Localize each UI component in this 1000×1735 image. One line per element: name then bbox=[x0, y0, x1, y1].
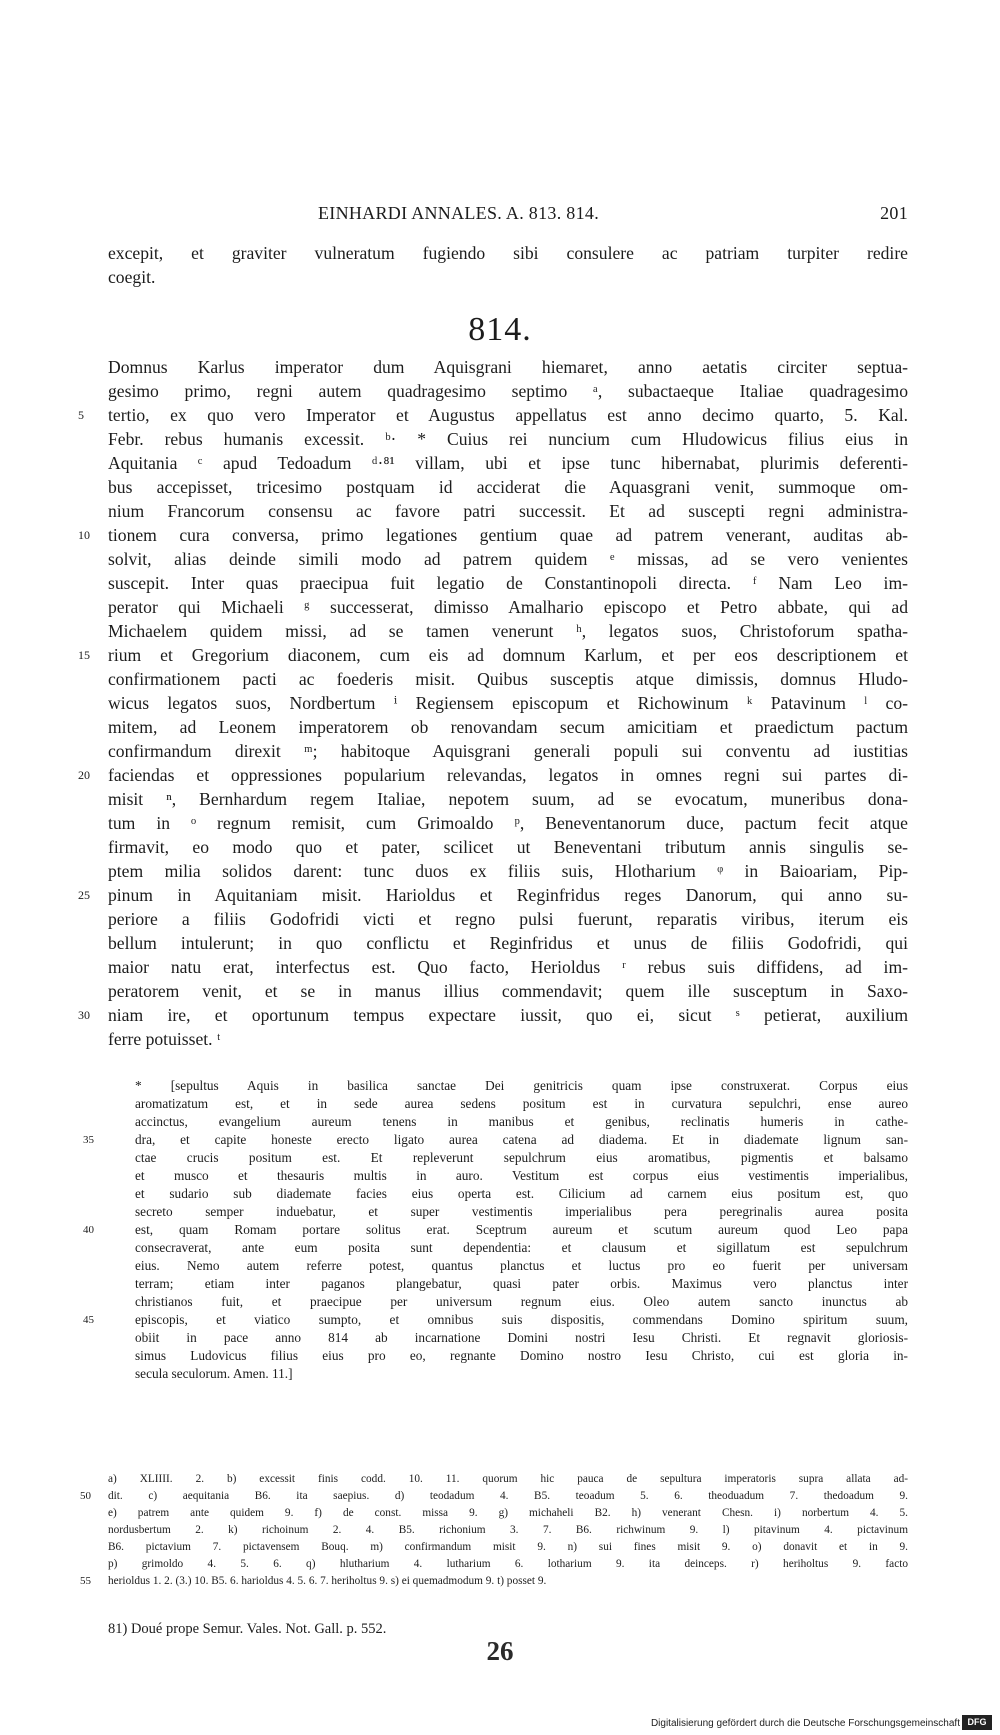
variant-line bbox=[80, 1573, 908, 1590]
note-text: aromatizatum est, et in sede aurea sedens positum est in curvatura sepulchri, ense aureo bbox=[135, 1096, 908, 1111]
note-line bbox=[83, 1131, 908, 1149]
note-text: obiit in pace anno 814 ab incarnatione Domini nostri Iesu Christi. Et regnavit gloriosis- bbox=[135, 1330, 908, 1345]
note-text: et sudario sub diademate facies eius operta est. Cilicium ad carnem eius positum est, quo bbox=[135, 1186, 908, 1201]
burial-note bbox=[83, 1077, 908, 1383]
note-line bbox=[135, 1293, 908, 1311]
note-text: est, quam Romam portare solitus erat. Sceptrum aureum et scutum aureum quod Leo papa bbox=[135, 1222, 908, 1237]
main-line bbox=[108, 667, 908, 691]
main-line bbox=[108, 499, 908, 523]
main-line bbox=[108, 355, 908, 379]
digitization-footer: Digitalisierung gefördert durch die Deutsche Forschungsgemeinschaft bbox=[650, 1718, 960, 1729]
main-line bbox=[78, 403, 908, 427]
main-text: tionem cura conversa, primo legationes gentium quae ad patrem venerant, auditas ab- bbox=[108, 525, 908, 545]
note-text: christianos fuit, et praecipue per universum regnum eius. Oleo autem sancto inunctus ab bbox=[135, 1294, 908, 1309]
note-line bbox=[135, 1365, 908, 1383]
editor-note: 81) Doué prope Semur. Vales. Not. Gall. p. 552. bbox=[108, 1621, 387, 1637]
main-text: tum in ᵒ regnum remisit, cum Grimoaldo ᵖ, Beneventanorum duce, pactum fecit atque bbox=[108, 813, 908, 833]
main-text: ferre potuisset. ᵗ bbox=[108, 1029, 221, 1049]
main-line bbox=[108, 835, 908, 859]
main-line bbox=[78, 643, 908, 667]
line-number: 30 bbox=[78, 1008, 90, 1022]
main-text: maior natu erat, interfectus est. Quo facto, Herioldus ʳ rebus suis diffidens, ad im- bbox=[108, 957, 908, 977]
main-line bbox=[78, 883, 908, 907]
main-text: suscepit. Inter quas praecipua fuit legatio de Constantinopoli directa. ᶠ Nam Leo im- bbox=[108, 573, 908, 593]
main-text: misit ⁿ, Bernhardum regem Italiae, nepotem suum, ad se evocatum, muneribus dona- bbox=[108, 789, 908, 809]
main-line bbox=[108, 475, 908, 499]
note-text: dra, et capite honeste erecto ligato aurea catena ad diadema. Et in diademate lignum san- bbox=[135, 1132, 908, 1147]
main-text: gesimo primo, regni autem quadragesimo septimo ᵃ, subactaeque Italiae quadragesimo bbox=[108, 381, 908, 401]
main-text: peratorem venit, et se in manus illius commendavit; quem ille susceptum in Saxo- bbox=[108, 981, 908, 1001]
line-number: 25 bbox=[78, 888, 90, 902]
note-line bbox=[135, 1077, 908, 1095]
main-line bbox=[108, 859, 908, 883]
main-line bbox=[108, 691, 908, 715]
variant-text: B6. pictavium 7. pictavensem Bouq. m) confirmandum misit 9. n) sui fines misit 9. o) donavit et in 9. bbox=[108, 1541, 908, 1553]
main-line bbox=[108, 739, 908, 763]
note-text: * [sepultus Aquis in basilica sanctae Dei genitricis quam ipse construxerat. Corpus eius bbox=[135, 1078, 908, 1093]
note-line bbox=[135, 1149, 908, 1167]
signature-mark: 26 bbox=[486, 1636, 514, 1666]
note-line bbox=[135, 1185, 908, 1203]
variant-line bbox=[108, 1505, 908, 1522]
variant-text: herioldus 1. 2. (3.) 10. B5. 6. harioldus 4. 5. 6. 7. heriholtus 9. s) ei quemadmodum 9. t) posset 9. bbox=[108, 1575, 547, 1587]
note-line bbox=[135, 1329, 908, 1347]
note-line bbox=[135, 1347, 908, 1365]
main-line bbox=[108, 715, 908, 739]
main-text: pinum in Aquitaniam misit. Harioldus et Reginfridus reges Danorum, qui anno su- bbox=[108, 885, 908, 905]
note-text: accinctus, evangelium aureum tenens in manibus et genibus, reclinatis humeris in cathe- bbox=[135, 1114, 908, 1129]
variant-text: nordusbertum 2. k) richoinum 2. 4. B5. richonium 3. 7. B6. richwinum 9. l) pitavinum 4. pictavinum bbox=[108, 1524, 908, 1536]
main-line bbox=[108, 907, 908, 931]
main-line bbox=[78, 763, 908, 787]
main-text: confirmandum direxit ᵐ; habitoque Aquisgrani generali populi sui conventu ad iustitias bbox=[108, 741, 908, 761]
main-text: nium Francorum consensu ac favore patri successit. Et ad suscepti regni administra- bbox=[108, 501, 908, 521]
line-number: 45 bbox=[83, 1314, 94, 1326]
main-text: perator qui Michaeli ᵍ successerat, dimisso Amalhario episcopo et Petro abbate, qui ad bbox=[108, 597, 908, 617]
note-text: episcopis, et viatico sumpto, et omnibus suis dispositis, commendans Domino spiritum suum, bbox=[135, 1312, 908, 1327]
note-text: secreto semper induebatur, et super vestimentis imperialibus pera peregrinalis aurea posita bbox=[135, 1204, 908, 1219]
main-line bbox=[108, 427, 908, 451]
variant-text: p) grimoldo 4. 5. 6. q) hlutharium 4. lutharium 6. lotharium 9. ita deinceps. r) heriholtus 9. facto bbox=[108, 1558, 908, 1570]
main-line bbox=[108, 379, 908, 403]
main-line bbox=[108, 547, 908, 571]
note-text: consecraverat, ante eum posita sunt dependentia: et clausum et sigillatum est sepulchrum bbox=[135, 1240, 908, 1255]
main-text: bus accepisset, tricesimo postquam id acciderat die Aquasgrani venit, summoque om- bbox=[108, 477, 908, 497]
opening-text bbox=[108, 241, 908, 289]
note-line bbox=[135, 1203, 908, 1221]
main-line bbox=[108, 955, 908, 979]
variant-line bbox=[108, 1539, 908, 1556]
opening-line: coegit. bbox=[108, 267, 156, 287]
main-line bbox=[108, 931, 908, 955]
main-text: niam ire, et oportunum tempus expectare iussit, quo ei, sicut ˢ petierat, auxilium bbox=[108, 1005, 908, 1025]
line-number: 35 bbox=[83, 1134, 94, 1146]
line-number: 55 bbox=[80, 1575, 91, 1587]
note-line bbox=[135, 1257, 908, 1275]
main-text: ptem milia solidos darent: tunc duos ex filiis suis, Hlotharium ᵠ in Baioariam, Pip- bbox=[108, 861, 908, 881]
main-text: Aquitania ᶜ apud Tedoadum ᵈ·⁸¹ villam, ubi et ipse tunc hibernabat, plurimis deferenti- bbox=[108, 453, 908, 473]
variant-text: e) patrem ante quidem 9. f) de const. missa 9. g) michaheli B2. h) venerant Chesn. i) norbertum 4. 5. bbox=[108, 1507, 908, 1519]
main-line bbox=[108, 571, 908, 595]
main-text: confirmationem pacti ac foederis misit. Quibus susceptis atque dimissis, domnus Hludo- bbox=[108, 669, 908, 689]
note-text: et musco et thesauris multis in auro. Vestitum est corpus eius vestimentis imperialibus, bbox=[135, 1168, 908, 1183]
main-text: Domnus Karlus imperator dum Aquisgrani hiemaret, anno aetatis circiter septua- bbox=[108, 357, 908, 377]
page-number: 201 bbox=[880, 203, 908, 223]
line-number: 10 bbox=[78, 528, 90, 542]
main-text: faciendas et oppressiones popularium relevandas, legatos in omnes regni sui partes di- bbox=[108, 765, 908, 785]
variant-line bbox=[108, 1556, 908, 1573]
note-line bbox=[135, 1239, 908, 1257]
variant-readings bbox=[80, 1471, 908, 1590]
variant-line bbox=[108, 1522, 908, 1539]
main-line bbox=[108, 451, 908, 475]
line-number: 15 bbox=[78, 648, 90, 662]
main-line bbox=[108, 979, 908, 1003]
note-line bbox=[83, 1221, 908, 1239]
note-line bbox=[135, 1113, 908, 1131]
note-text: secula seculorum. Amen. 11.] bbox=[135, 1366, 293, 1381]
note-line bbox=[135, 1167, 908, 1185]
line-number: 20 bbox=[78, 768, 90, 782]
line-number: 40 bbox=[83, 1224, 94, 1236]
line-number: 50 bbox=[80, 1490, 91, 1502]
main-text: wicus legatos suos, Nordbertum ⁱ Regiensem episcopum et Richowinum ᵏ Patavinum ˡ co- bbox=[108, 693, 908, 713]
variant-text: a) XLIIII. 2. b) excessit finis codd. 10. 11. quorum hic pauca de sepultura imperatoris supra allata ad- bbox=[108, 1473, 908, 1485]
main-line bbox=[108, 811, 908, 835]
main-text: solvit, alias deinde simili modo ad patrem quidem ᵉ missas, ad se vero venientes bbox=[108, 549, 908, 569]
year-heading: 814. bbox=[468, 311, 532, 348]
main-line bbox=[108, 619, 908, 643]
main-line bbox=[78, 523, 908, 547]
main-text: mitem, ad Leonem imperatorem ob renovandam secum amicitiam et praedictum pactum bbox=[108, 717, 908, 737]
main-text bbox=[78, 355, 908, 1051]
note-text: simus Ludovicus filius eius pro eo, regnante Domino nostro Iesu Christo, cui est gloria in- bbox=[135, 1348, 908, 1363]
main-line bbox=[108, 1027, 908, 1051]
main-text: periore a filiis Godofridi victi et regno pulsi fuerunt, reparatis viribus, iterum eis bbox=[108, 909, 908, 929]
note-text: eius. Nemo autem referre potest, quantus planctus et luctus pro eo fuerit per universam bbox=[135, 1258, 908, 1273]
line-number: 5 bbox=[78, 408, 84, 422]
note-text: ctae crucis positum est. Et repleverunt sepulchrum eius aromatibus, pigmentis et balsamo bbox=[135, 1150, 908, 1165]
note-line bbox=[83, 1311, 908, 1329]
note-line bbox=[135, 1275, 908, 1293]
main-text: Febr. rebus humanis excessit. ᵇ· * Cuius rei nuncium cum Hludowicus filius eius in bbox=[108, 429, 908, 449]
main-text: bellum intulerunt; in quo conflictu et Reginfridus et unus de filiis Godofridi, qui bbox=[108, 933, 908, 953]
main-text: Michaelem quidem missi, ad se tamen venerunt ʰ, legatos suos, Christoforum spatha- bbox=[108, 621, 908, 641]
dfg-logo: DFG bbox=[962, 1715, 992, 1730]
main-line bbox=[78, 1003, 908, 1027]
main-text: firmavit, eo modo quo et pater, scilicet ut Beneventani tributum annis singulis se- bbox=[108, 837, 908, 857]
variant-line bbox=[108, 1471, 908, 1488]
main-line bbox=[108, 787, 908, 811]
main-text: tertio, ex quo vero Imperator et Augustus appellatus est anno decimo quarto, 5. Kal. bbox=[108, 405, 908, 425]
running-title: EINHARDI ANNALES. A. 813. 814. bbox=[318, 203, 599, 223]
variant-text: dit. c) aequitania B6. ita saepius. d) teodadum 4. B5. teoadum 5. 6. theoduadum 7. thedoadum 9. bbox=[108, 1490, 908, 1502]
opening-line: excepit, et graviter vulneratum fugiendo sibi consulere ac patriam turpiter redire bbox=[108, 243, 908, 263]
variant-line bbox=[80, 1488, 908, 1505]
main-text: rium et Gregorium diaconem, cum eis ad domnum Karlum, et per eos descriptionem et bbox=[108, 645, 908, 665]
note-line bbox=[135, 1095, 908, 1113]
main-line bbox=[108, 595, 908, 619]
note-text: terram; etiam inter paganos plangebatur, quasi pater orbis. Maximus vero planctus inter bbox=[135, 1276, 908, 1291]
